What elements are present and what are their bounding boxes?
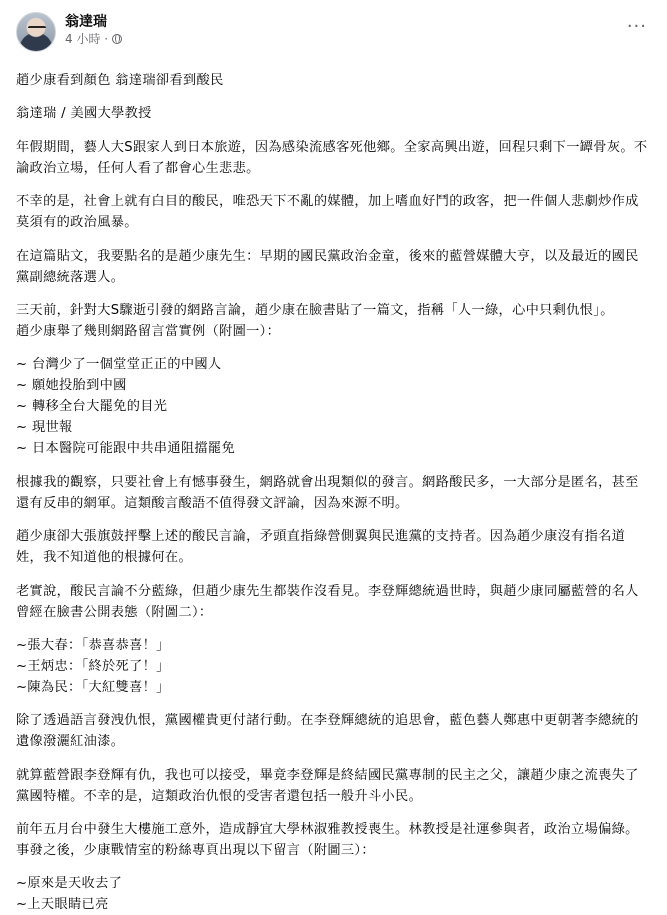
post-time-text[interactable]: 4 小時 ·	[65, 32, 109, 46]
globe-icon	[112, 34, 122, 44]
post-text-line: 老實說，酸民言論不分藍綠，但趙少康先生都裝作沒看見。李登輝總統過世時，與趙少康同屬藍營的名人曾經在臉書公開表態（附圖二）：	[16, 583, 639, 620]
avatar-glasses-shape	[28, 26, 46, 33]
post-text-line: ~上天眼睛已亮	[16, 897, 109, 913]
author-name[interactable]: 翁達瑞	[65, 14, 107, 30]
post-text-line: 根據我的觀察，只要社會上有憾事發生，網路就會出現類似的發言。網路酸民多，一大部分是匿名，甚至還有反串的網軍。這類酸言酸語不值得發文評論，因為來源不明。	[16, 474, 639, 511]
post-text-line: 趙少康卻大張旗鼓抨擊上述的酸民言論，矛頭直指綠營側翼與民進黨的支持者。因為趙少康沒有指名道姓，我不知道他的根據何在。	[16, 529, 626, 566]
post-text-line: 前年五月台中發生大樓施工意外，造成靜宜大學林淑雅教授喪生。林教授是社運參與者，政治立場偏綠。事發之後，少康戰情室的粉絲專頁出現以下留言（附圖三）：	[16, 822, 639, 859]
post-text-line: ~ 日本醫院可能跟中共串通阻擋罷免	[16, 441, 236, 457]
post-header	[16, 12, 651, 56]
post-paragraph	[16, 246, 651, 288]
post-text-line: ~ 願她投胎到中國	[16, 378, 127, 394]
post-paragraph	[16, 70, 651, 91]
post-paragraph	[16, 710, 651, 752]
post-text-line: 趙少康舉了幾則網路留言當實例（附圖一）：	[16, 323, 281, 339]
post-meta	[65, 12, 122, 47]
post-paragraph	[16, 819, 651, 861]
post-timestamp[interactable]	[65, 31, 122, 47]
post-paragraph	[16, 581, 651, 623]
post-paragraph	[16, 526, 651, 568]
post-paragraph	[16, 354, 651, 459]
post-text-line: ~ 現世報	[16, 420, 73, 436]
post-text-line: ~ 台灣少了一個堂堂正正的中國人	[16, 357, 222, 373]
post-text-line: 年假期間，藝人大S跟家人到日本旅遊，因為感染流感客死他鄉。全家高興出遊，回程只剩下一罈骨灰。不論政治立場，任何人看了都會心生悲悲。	[16, 139, 648, 176]
post-paragraph	[16, 472, 651, 514]
post-text-line: 趙少康看到顏色 翁達瑞卻看到酸民	[16, 73, 224, 88]
post-body	[16, 70, 651, 915]
post-text-line: 在這篇貼文，我要點名的是趙少康先生：早期的國民黨政治金童，後來的藍營媒體大亨，以及最近的國民黨副總統落選人。	[16, 248, 639, 285]
post-text-line: 除了透過語言發洩仇恨，黨國權貴更付諸行動。在李登輝總統的追思會，藍色藝人鄭惠中更朝著李總統的遺像潑灑紅油漆。	[16, 713, 639, 750]
post-text-line: 不幸的是，社會上就有白目的酸民，唯恐天下不亂的媒體，加上嗜血好鬥的政客，把一件個人悲劇炒作成莫須有的政治風暴。	[16, 194, 639, 231]
post-paragraph	[16, 191, 651, 233]
post-paragraph	[16, 873, 651, 915]
post-paragraph	[16, 300, 651, 342]
post-text-line: ~張大春：「恭喜恭喜！」	[16, 637, 170, 653]
post-text-line: ~王炳忠：「終於死了！」	[16, 658, 170, 674]
post-text-line: 三天前，針對大S驟逝引發的網路言論，趙少康在臉書貼了一篇文，指稱「人一綠，心中只剩仇恨」。	[16, 302, 614, 318]
author-avatar[interactable]	[16, 12, 56, 52]
post-paragraph	[16, 103, 651, 124]
post-text-line: ~陳為民：「大紅雙喜！」	[16, 679, 170, 695]
post-paragraph	[16, 137, 651, 179]
post-paragraph	[16, 765, 651, 807]
post-text-line: 就算藍營跟李登輝有仇，我也可以接受，畢竟李登輝是終結國民黨專制的民主之父，讓趙少康之流喪失了黨國特權。不幸的是，這類政治仇恨的受害者還包括一般升斗小民。	[16, 767, 639, 804]
post-text-line: ~ 轉移全台大罷免的目光	[16, 399, 168, 415]
post-text-line: 翁達瑞 / 美國大學教授	[16, 106, 152, 122]
post-text-line: ~原來是天收去了	[16, 876, 123, 892]
more-options-icon[interactable]: ···	[626, 16, 647, 37]
post-paragraph	[16, 635, 651, 698]
